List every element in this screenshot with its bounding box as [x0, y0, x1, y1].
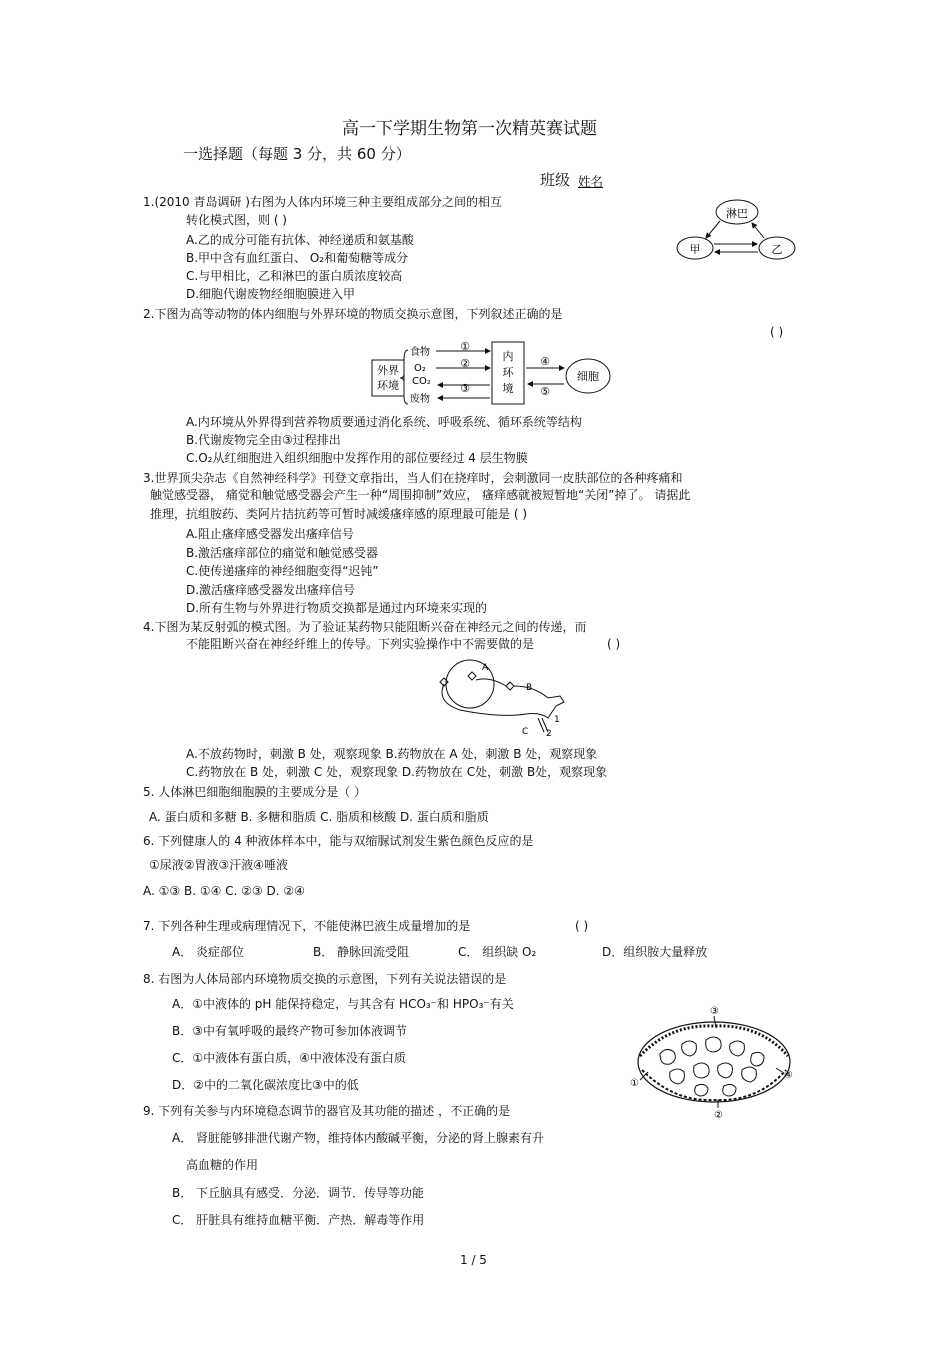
q1-stem: 1.(2010 青岛调研 )右图为人体内环境三种主要组成部分之间的相互 [143, 195, 502, 209]
label-b: B [526, 683, 533, 693]
q7-option-c: C． 组织缺 O₂ [458, 945, 537, 959]
q9-option-a-cont: 高血糖的作用 [186, 1158, 259, 1172]
q6-options: A. ①③ B. ①④ C. ②③ D. ②④ [143, 884, 305, 898]
q7-option-a: A． 炎症部位 [172, 945, 245, 959]
q2-option-a: A.内环境从外界得到营养物质要通过消化系统、呼吸系统、循环系统等结构 [186, 415, 582, 429]
q4-line-2: 不能阻断兴奋在神经纤维上的传导。下列实验操作中不需要做的是 [186, 637, 535, 651]
q1-option-b: B.甲中含有血红蛋白、 O₂和葡萄糖等成分 [186, 251, 409, 265]
q3-option-b: B.激活瘙痒部位的痛觉和触觉感受器 [186, 546, 379, 560]
q1-option-d: D.细胞代谢废物经细胞膜进入甲 [186, 287, 356, 301]
label-1: 1 [554, 715, 560, 725]
waste-label: 废物 [410, 394, 430, 405]
q8-option-a: A．①中液体的 pH 能保持稳定，与其含有 HCO₃⁻和 HPO₃⁻有关 [172, 997, 514, 1011]
outer-env-label-1: 外界 [377, 364, 399, 377]
neuron-2 [468, 672, 476, 680]
q8-tissue-diagram [630, 1004, 800, 1120]
label-c: C [522, 727, 529, 737]
q9-option-b: B． 下丘脑具有感受．分泌．调节．传导等功能 [172, 1186, 425, 1200]
co2-label: CO₂ [412, 376, 431, 387]
q7-paren: ( ) [575, 919, 589, 933]
q7-option-b: B． 静脉回流受阻 [313, 945, 410, 959]
q6-stem: 6. 下列健康人的 4 种液体样本中，能与双缩脲试剂发生紫色颜色反应的是 [143, 834, 534, 848]
arrow-lymph-jia [706, 221, 720, 238]
q8-option-d: D．②中的二氧化碳浓度比③中的低 [172, 1078, 359, 1092]
q1-option-a: A.乙的成分可能有抗体、神经递质和氨基酸 [186, 233, 414, 247]
arrow-yi-lymph [752, 223, 764, 238]
num-3: ③ [710, 1006, 719, 1017]
label-2: 2 [546, 729, 552, 739]
q2-option-c: C.O₂从红细胞进入组织细胞中发挥作用的部位要经过 4 层生物膜 [186, 451, 528, 465]
q9-option-a: A． 肾脏能够排泄代谢产物，维持体内酸碱平衡，分泌的肾上腺素有升 [172, 1131, 545, 1145]
q2-diagram [370, 340, 620, 408]
q4-reflex-arc-diagram [430, 658, 590, 740]
num-4: ④ [784, 1070, 793, 1081]
q1-stem-2: 转化模式图，则 ( ) [186, 213, 287, 227]
q4-options-cd: C.药物放在 B 处，刺激 C 处，观察现象 D.药物放在 C处，刺激 B处，观察现象 [186, 765, 608, 779]
q2-option-b: B.代谢废物完全由③过程排出 [186, 433, 341, 447]
lymph-label: 淋巴 [726, 207, 748, 220]
num-1: ① [630, 1078, 639, 1089]
q2-paren: ( ) [770, 325, 784, 339]
q3-option-extra: D.所有生物与外界进行物质交换都是通过内环境来实现的 [186, 601, 488, 615]
q1-option-c: C.与甲相比，乙和淋巴的蛋白质浓度较高 [186, 269, 403, 283]
num-3: ③ [460, 382, 470, 395]
q3-line-1: 3.世界顶尖杂志《自然神经科学》刊登文章指出，当人们在挠痒时，会刺激同一皮肤部位的各种疼痛和 [143, 471, 683, 485]
q3-option-a: A.阻止瘙痒感受器发出瘙痒信号 [186, 527, 354, 541]
q9-option-c: C． 肝脏具有维持血糖平衡．产热．解毒等作用 [172, 1213, 425, 1227]
q3-line-3: 推理，抗组胺药、类阿片拮抗药等可暂时减缓瘙痒感的原理最可能是 ( ) [150, 507, 527, 521]
q4-line-1: 4.下图为某反射弧的模式图。为了验证某药物只能阻断兴奋在神经元之间的传递，而 [143, 620, 587, 634]
q8-stem: 8. 右图为人体局部内环境物质交换的示意图，下列有关说法错误的是 [143, 972, 507, 986]
q2-stem: 2.下图为高等动物的体内细胞与外界环境的物质交换示意图，下列叙述正确的是 [143, 307, 563, 321]
tissue-cells [660, 1037, 764, 1096]
q7-stem: 7. 下列各种生理或病理情况下，不能使淋巴液生成量增加的是 [143, 919, 471, 933]
jia-label: 甲 [689, 243, 701, 256]
q3-line-2: 触觉感受器， 痛觉和触觉感受器会产生一种“周围抑制”效应， 瘙痒感就被短暂地“关闭”掉了。 请据此 [150, 488, 691, 502]
inner-env-1: 内 [502, 350, 514, 363]
page-title: 高一下学期生物第一次精英赛试题 [342, 119, 597, 139]
num-1: ① [460, 340, 470, 353]
leader-4 [776, 1068, 782, 1072]
q7-option-d: D．组织胺大量释放 [602, 945, 708, 959]
food-label: 食物 [410, 347, 430, 358]
capillary-lower [642, 1070, 786, 1100]
afferent-fiber [442, 684, 526, 715]
q5-options: A. 蛋白质和多糖 B. 多糖和脂质 C. 脂质和核酸 D. 蛋白质和脂质 [149, 810, 489, 824]
outer-env-label-2: 环境 [377, 379, 399, 392]
tissue-outline [638, 1022, 790, 1102]
neuron-3 [506, 682, 514, 690]
page-number: 1 / 5 [460, 1253, 487, 1267]
label-a: A [482, 663, 489, 673]
q9-stem: 9. 下列有关参与内环境稳态调节的器官及其功能的描述 ，不正确的是 [143, 1104, 511, 1118]
yi-label: 乙 [771, 243, 783, 256]
q8-option-b: B．③中有氧呼吸的最终产物可参加体液调节 [172, 1024, 407, 1038]
num-4: ④ [540, 355, 550, 368]
num-5: ⑤ [540, 385, 550, 398]
q3-option-c: C.使传递瘙痒的神经细胞变得“迟钝” [186, 564, 379, 578]
q3-option-d: D.激活瘙痒感受器发出瘙痒信号 [186, 583, 356, 597]
interneuron-fiber [476, 679, 506, 686]
num-2: ② [714, 1110, 723, 1120]
q4-paren: ( ) [607, 637, 621, 651]
inner-env-2: 环 [502, 366, 514, 379]
q5-stem: 5. 人体淋巴细胞细胞膜的主要成分是（ ） [143, 785, 367, 799]
q4-options-ab: A.不放药物时，刺激 B 处，观察现象 B.药物放在 A 处，刺激 B 处，观察现象 [186, 747, 598, 761]
o2-label: O₂ [414, 363, 426, 374]
name-label: 姓名 [578, 174, 604, 189]
num-2: ② [460, 357, 470, 370]
section-header: 一选择题（每题 3 分，共 60 分） [183, 145, 411, 163]
q6-list: ①尿液②胃液③汗液④唾液 [149, 858, 289, 872]
q1-diagram [672, 198, 802, 266]
q8-option-c: C．①中液体有蛋白质，④中液体没有蛋白质 [172, 1051, 406, 1065]
class-label: 班级 [540, 171, 571, 189]
cell-label: 细胞 [577, 370, 599, 383]
inner-env-3: 境 [502, 382, 514, 395]
